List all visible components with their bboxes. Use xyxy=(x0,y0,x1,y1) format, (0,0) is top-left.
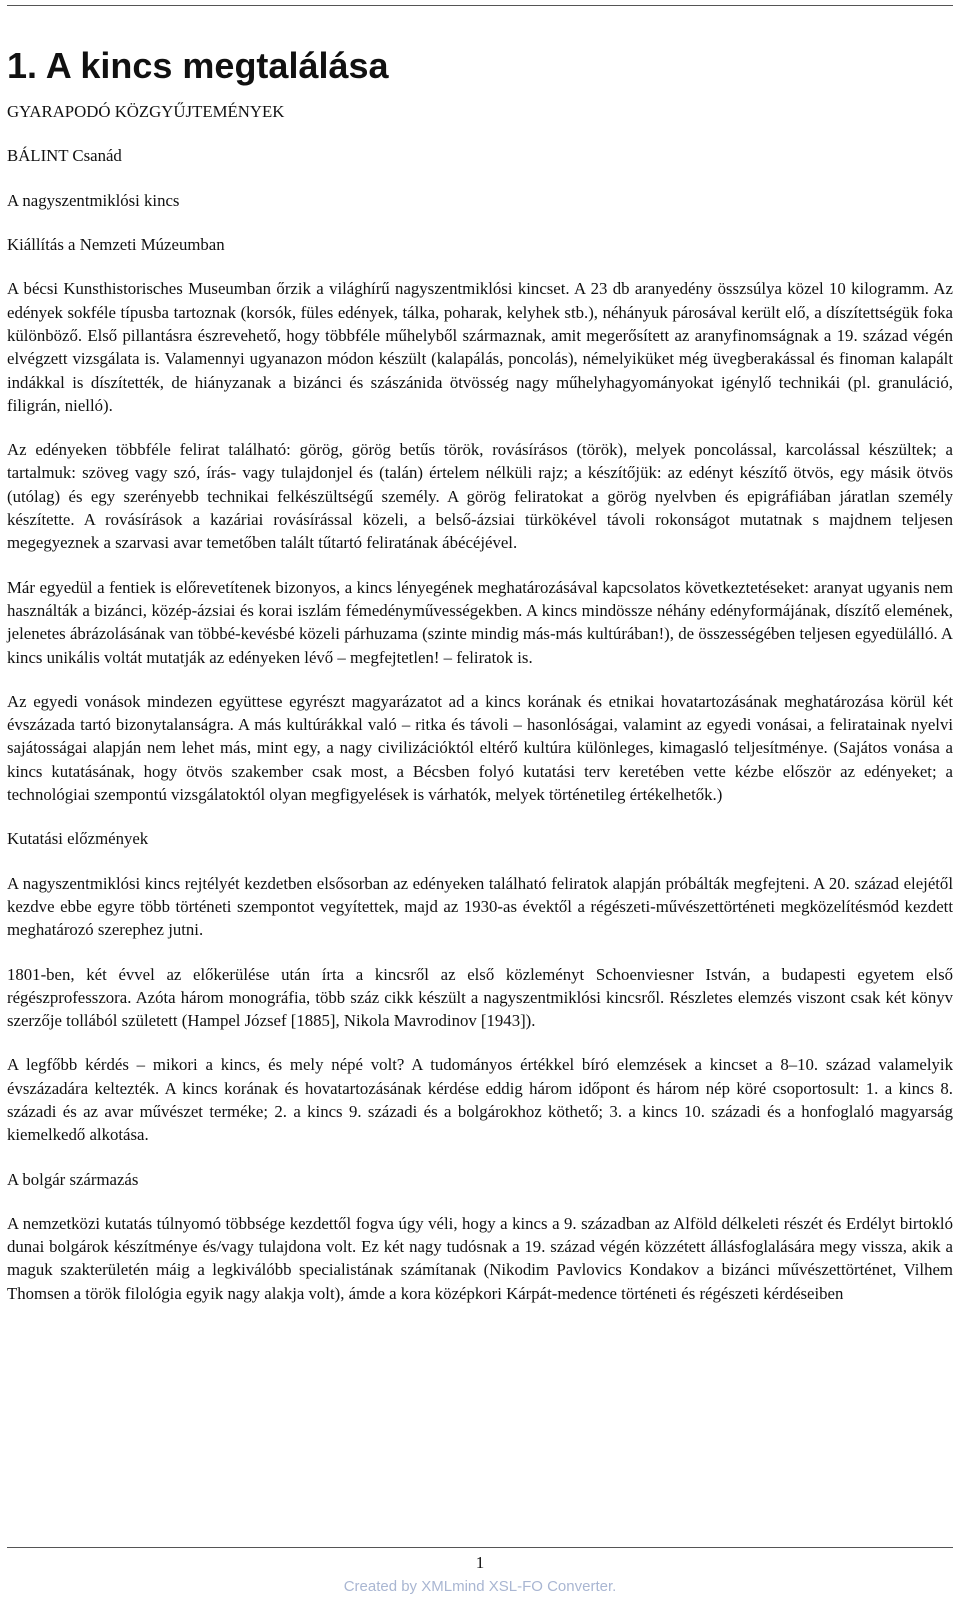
body-paragraph: Már egyedül a fentiek is előrevetítenek bizonyos, a kincs lényegének meghatározásával kapcsolatos következtetéseket: aranyat ugyanis nem használták a bizánci, közép-ázsiai és korai iszlám fémedényművességekben. A kincs mindössze néhány edényformájának, díszítő elemének, jelenetes ábrázolásának van többé-kevésbé közeli párhuzama (szinte mindig más-más kultúrában!), de összességében teljesen egyedülálló. A kincs unikális voltát mutatják az edényeken lévő – megfejtetlen! – feliratok is. xyxy=(7,577,953,667)
bottom-rule xyxy=(7,1547,953,1548)
page-title: 1. A kincs megtalálása xyxy=(7,45,389,86)
body-paragraph: A legfőbb kérdés – mikori a kincs, és mely népé volt? A tudományos értékkel bíró elemzések a kincset a 8–10. század valamelyik évszázadára keltezték. A kincs korának és hovatartozásának kérdése eddig három időpont és három nép köré csoportosult: 1. a kincs 8. századi és az avar művészet terméke; 2. a kincs 9. századi és a bolgárokhoz köthető; 3. a kincs 10. századi és a honfoglaló magyarság kiemelkedő alkotása. xyxy=(7,1055,953,1145)
section-heading-bolgar: A bolgár származás xyxy=(7,1169,139,1189)
body-paragraph: Az edényeken többféle felirat található: görög, görög betűs török, rovásírásos (török), melyek poncolással, karcolással készültek; a tartalmuk: szöveg vagy szó, írás- vagy tulajdonjel és (talán) értelem nélküli rajz; a készítőjük: az edényt készítő ötvös, egy másik ötvös (utólag) és egy szerényebb technikai felkészültségű személy. A görög feliratokat a görög nyelvben és epigráfiában járatlan személy készítette. A rovásírások a kazáriai rovásírással közeli, a belső-ázsiai türkökével távoli rokonságot mutatnak s majdnem teljesen megegyeznek a szarvasi avar temetőben talált tűtartó feliratának ábécéjével. xyxy=(7,440,953,553)
body-paragraph: 1801-ben, két évvel az előkerülése után írta a kincsről az első közleményt Schoenviesner István, a budapesti egyetem első régészprofesszora. Azóta három monográfia, több száz cikk készült a nagyszentmiklósi kincsről. Részletes elemzés viszont csak két könyv szerzője tollából született (Hampel József [1885], Nikola Mavrodinov [1943]). xyxy=(7,964,953,1031)
body-paragraph: A bécsi Kunsthistorisches Museumban őrzik a világhírű nagyszentmiklósi kincset. A 23 db aranyedény összsúlya közel 10 kilogramm. Az edények sokféle típusba tartoznak (korsók, füles edények, tálka, poharak, kelyhek stb.), néhányuk párosával került elő, a díszítettségük foka különböző. Első pillantásra észrevehető, hogy többféle műhelyből származnak, amit megerősített az aranyfinomságnak a 19. század végén elvégzett vizsgálata is. Valamennyi ugyanazon módon készült (kalapálás, poncolás), némelyiküket még üvegberakással és finoman kalapált indákkal is díszítették, de hiányzanak a bizánci és szászánida ötvösség nagy műhelyhagyományokat igénylő technikái (pl. granuláció, filigrán, nielló). xyxy=(7,279,953,415)
section-heading-kutatasi: Kutatási előzmények xyxy=(7,829,149,849)
exhibition-line: Kiállítás a Nemzeti Múzeumban xyxy=(7,235,225,255)
subject-line: A nagyszentmiklósi kincs xyxy=(7,190,180,210)
document-body xyxy=(7,44,953,1326)
series-label: GYARAPODÓ KÖZGYŰJTEMÉNYEK xyxy=(7,102,285,122)
converter-credit xyxy=(0,1578,960,1595)
body-paragraph: A nagyszentmiklósi kincs rejtélyét kezdetben elsősorban az edényeken található feliratok alapján próbálták megfejteni. A 20. század elejétől kezdve ebbe egyre több történeti szempontot vegyítettek, majd az 1930-as évektől a régészeti-művészettörténeti megközelítésmód kezdett meghatározó szerephez jutni. xyxy=(7,873,953,940)
credit-prefix: Created by xyxy=(343,1578,422,1595)
body-paragraph: Az egyedi vonások mindezen együttese egyrészt magyarázatot ad a kincs korának és etnikai hovatartozásának meghatározása körül két évszázada tartó bizonytalanságra. A más kultúrákkal való – ritka és távoli – hasonlóságai, valamint az egyedi vonásai, a feliratainak nyelvi sajátosságai alapján nem lehet más, mint egy, a nagy civilizációktól eltérő kultúra különleges, kimagasló teljesítménye. (Sajátos vonása a kincs kutatásának, hogy ötvös szakember csak most, a Bécsben folyó kutatási terv keretében vette kézbe először az edényeket; a technológiai szempontú vizsgálatoktól olyan megfigyelések is várhatók, melyek történetileg értékelhetők.) xyxy=(7,691,953,805)
credit-link[interactable]: XMLmind XSL-FO Converter xyxy=(421,1578,613,1595)
credit-suffix: . xyxy=(612,1578,617,1595)
body-paragraph: A nemzetközi kutatás túlnyomó többsége kezdettől fogva úgy véli, hogy a kincs a 9. században az Alföld délkeleti részét és Erdélyt birtokló dunai bolgárok készítménye és/vagy tulajdona volt. Ez két nagy tudósnak a 19. század végén közzétett állásfoglalására megy vissza, akik a maguk szakterületén máig a legkiválóbb specialistának számítanak (Nikodim Pavlovics Kondakov a bizánci művészettörténet, Vilhem Thomsen a török filológia egyik nagy alakja volt), ámde a kora középkori Kárpát-medence történeti és régészeti kérdéseiben xyxy=(7,1213,953,1303)
author-line: BÁLINT Csanád xyxy=(7,146,122,166)
top-rule xyxy=(7,5,953,6)
page-number: 1 xyxy=(475,1553,485,1572)
